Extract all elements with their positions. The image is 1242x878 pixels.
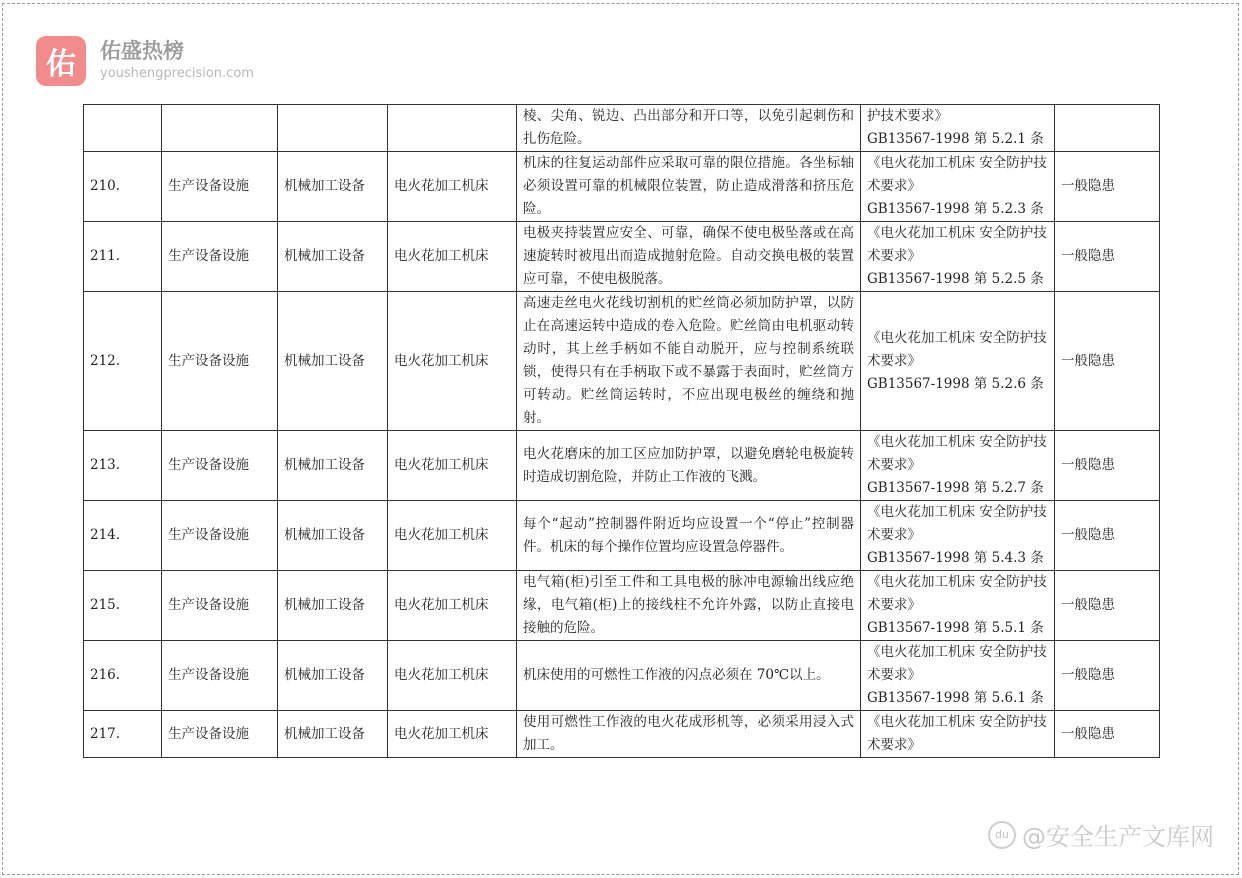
hazard-level-cell: 一般隐患	[1055, 501, 1160, 571]
table-row	[84, 222, 1160, 292]
equipment-name-cell: 电火花加工机床	[388, 571, 517, 641]
hazard-level-cell	[1055, 105, 1160, 152]
category-cell: 生产设备设施	[162, 641, 278, 711]
requirement-cell: 机床使用的可燃性工作液的闪点必须在 70℃以上。	[517, 641, 861, 711]
requirement-cell: 高速走丝电火花线切割机的贮丝筒必须加防护罩，以防止在高速运转中造成的卷入危险。贮丝筒由电机驱动转动时，其上丝手柄如不能自动脱开，应与控制系统联锁，使得只有在手柄取下或不暴露于表面时，贮丝筒方可转动。贮丝筒运转时，不应出现电极丝的缠绕和抛射。	[517, 292, 861, 431]
basis-cell: 《电火花加工机床 安全防护技术要求》 GB13567-1998 第 5.2.6 条	[861, 292, 1055, 431]
row-number: 214.	[84, 501, 162, 571]
logo-url: youshengprecision.com	[100, 66, 254, 81]
category-cell: 生产设备设施	[162, 711, 278, 758]
site-logo[interactable]	[36, 36, 254, 86]
equipment-name-cell: 电火花加工机床	[388, 222, 517, 292]
equipment-name-cell	[388, 105, 517, 152]
category-cell: 生产设备设施	[162, 292, 278, 431]
category-cell: 生产设备设施	[162, 222, 278, 292]
row-number: 217.	[84, 711, 162, 758]
equipment-type-cell: 机械加工设备	[278, 152, 388, 222]
equipment-type-cell: 机械加工设备	[278, 501, 388, 571]
category-cell	[162, 105, 278, 152]
category-cell: 生产设备设施	[162, 501, 278, 571]
row-number: 211.	[84, 222, 162, 292]
equipment-type-cell: 机械加工设备	[278, 222, 388, 292]
table-row	[84, 292, 1160, 431]
category-cell: 生产设备设施	[162, 571, 278, 641]
requirement-cell: 电极夹持装置应安全、可靠，确保不使电极坠落或在高速旋转时被甩出而造成抛射危险。自动交换电极的装置应可靠，不使电极脱落。	[517, 222, 861, 292]
hazard-level-cell: 一般隐患	[1055, 571, 1160, 641]
basis-cell: 《电火花加工机床 安全防护技术要求》 GB13567-1998 第 5.2.3 条	[861, 152, 1055, 222]
equipment-name-cell: 电火花加工机床	[388, 641, 517, 711]
row-number: 216.	[84, 641, 162, 711]
equipment-type-cell: 机械加工设备	[278, 571, 388, 641]
hazard-level-cell: 一般隐患	[1055, 711, 1160, 758]
table-row	[84, 431, 1160, 501]
requirement-cell: 使用可燃性工作液的电火花成形机等，必须采用浸入式加工。	[517, 711, 861, 758]
basis-cell: 《电火花加工机床 安全防护技术要求》 GB13567-1998 第 5.6.1 条	[861, 641, 1055, 711]
logo-mark: 佑	[36, 36, 86, 86]
watermark-text: @安全生产文库网	[1022, 823, 1214, 851]
requirement-cell: 电火花磨床的加工区应加防护罩，以避免磨轮电极旋转时造成切割危险，并防止工作液的飞溅。	[517, 431, 861, 501]
hazard-table	[83, 104, 1160, 758]
requirement-cell: 棱、尖角、锐边、凸出部分和开口等，以免引起刺伤和扎伤危险。	[517, 105, 861, 152]
equipment-type-cell: 机械加工设备	[278, 641, 388, 711]
table-row	[84, 105, 1160, 152]
row-number	[84, 105, 162, 152]
row-number: 215.	[84, 571, 162, 641]
paw-icon: du	[988, 821, 1016, 849]
requirement-cell: 每个“起动”控制器件附近均应设置一个“停止”控制器件。机床的每个操作位置均应设置急停器件。	[517, 501, 861, 571]
basis-cell: 《电火花加工机床 安全防护技术要求》 GB13567-1998 第 5.5.1 条	[861, 571, 1055, 641]
table-row	[84, 711, 1160, 758]
equipment-name-cell: 电火花加工机床	[388, 431, 517, 501]
table-row	[84, 641, 1160, 711]
hazard-level-cell: 一般隐患	[1055, 641, 1160, 711]
logo-name: 佑盛热榜	[100, 39, 184, 63]
requirement-cell: 机床的往复运动部件应采取可靠的限位措施。各坐标轴必须设置可靠的机械限位装置，防止造成滑落和挤压危险。	[517, 152, 861, 222]
watermark	[988, 817, 1214, 852]
equipment-name-cell: 电火花加工机床	[388, 292, 517, 431]
basis-cell: 《电火花加工机床 安全防护技术要求》 GB13567-1998 第 5.2.7 条	[861, 431, 1055, 501]
table-row	[84, 152, 1160, 222]
hazard-level-cell: 一般隐患	[1055, 292, 1160, 431]
row-number: 213.	[84, 431, 162, 501]
equipment-type-cell: 机械加工设备	[278, 711, 388, 758]
equipment-name-cell: 电火花加工机床	[388, 152, 517, 222]
hazard-level-cell: 一般隐患	[1055, 152, 1160, 222]
category-cell: 生产设备设施	[162, 431, 278, 501]
category-cell: 生产设备设施	[162, 152, 278, 222]
requirement-cell: 电气箱(柜)引至工件和工具电极的脉冲电源输出线应绝缘，电气箱(柜)上的接线柱不允许外露，以防止直接电接触的危险。	[517, 571, 861, 641]
equipment-type-cell: 机械加工设备	[278, 431, 388, 501]
table-row	[84, 501, 1160, 571]
table-row	[84, 571, 1160, 641]
hazard-level-cell: 一般隐患	[1055, 222, 1160, 292]
basis-cell: 《电火花加工机床 安全防护技术要求》 GB13567-1998 第 5.2.5 条	[861, 222, 1055, 292]
equipment-type-cell: 机械加工设备	[278, 292, 388, 431]
hazard-level-cell: 一般隐患	[1055, 431, 1160, 501]
basis-cell: 护技术要求》 GB13567-1998 第 5.2.1 条	[861, 105, 1055, 152]
equipment-type-cell	[278, 105, 388, 152]
basis-cell: 《电火花加工机床 安全防护技术要求》 GB13567-1998 第 5.4.3 条	[861, 501, 1055, 571]
equipment-name-cell: 电火花加工机床	[388, 711, 517, 758]
row-number: 212.	[84, 292, 162, 431]
basis-cell: 《电火花加工机床 安全防护技术要求》	[861, 711, 1055, 758]
equipment-name-cell: 电火花加工机床	[388, 501, 517, 571]
row-number: 210.	[84, 152, 162, 222]
